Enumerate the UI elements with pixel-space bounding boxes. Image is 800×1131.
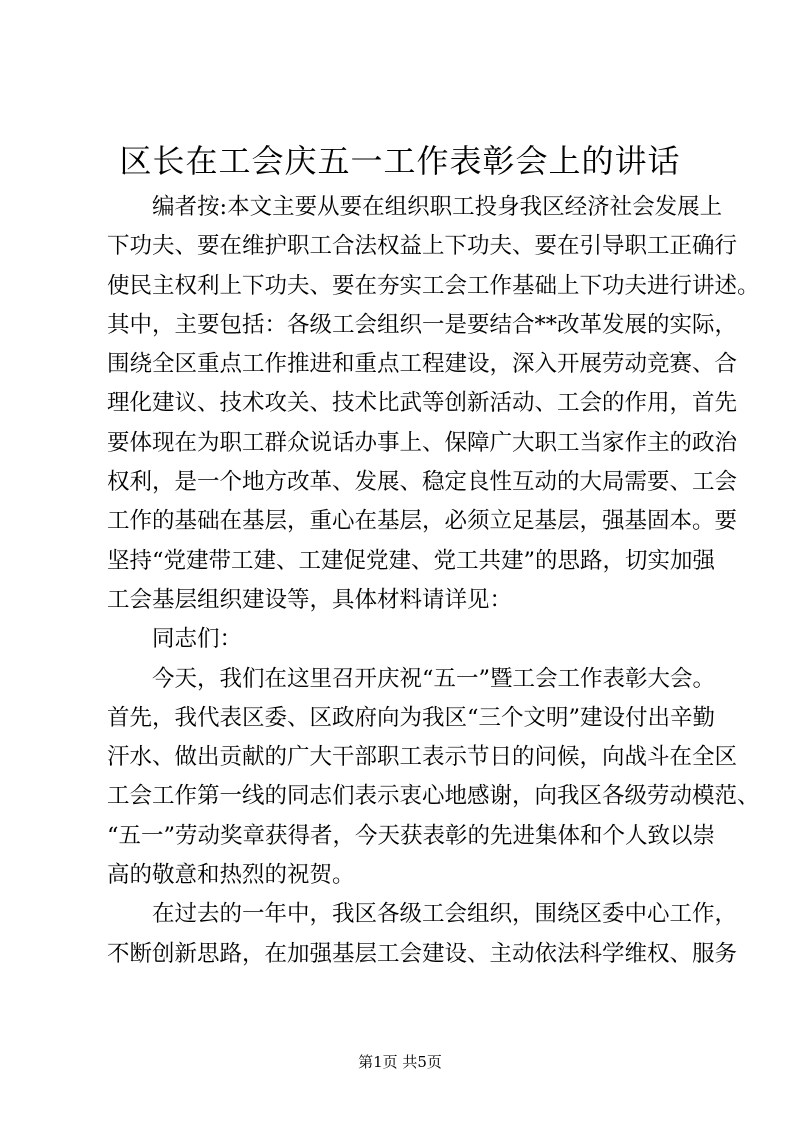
text-line: 围绕全区重点工作推进和重点工程建设，深入开展劳动竞赛、合	[107, 351, 738, 378]
text-line: 在过去的一年中，我区各级工会组织，围绕区委中心工作，	[152, 901, 738, 928]
text-line: 首先，我代表区委、区政府向为我区“三个文明”建设付出辛勤	[107, 704, 716, 731]
text-line: 高的敬意和热烈的祝贺。	[107, 862, 355, 889]
text-line: 理化建议、技术攻关、技术比武等创新活动、工会的作用，首先	[107, 390, 738, 417]
text-line: 工会工作第一线的同志们表示衷心地感谢，向我区各级劳动模范、	[107, 783, 760, 810]
text-line: 要体现在为职工群众说话办事上、保障广大职工当家作主的政治	[107, 429, 738, 456]
text-line: 工会基层组织建设等，具体材料请详见：	[107, 586, 513, 613]
text-line: 汗水、做出贡献的广大干部职工表示节日的问候，向战斗在全区	[107, 744, 738, 771]
text-line: 其中，主要包括：各级工会组织一是要结合**改革发展的实际，	[107, 311, 738, 338]
document-body	[107, 188, 760, 974]
text-line: 今天，我们在这里召开庆祝“五一”暨工会工作表彰大会。	[152, 665, 716, 692]
page-number: 第1页 共5页	[358, 1053, 442, 1071]
document-title: 区长在工会庆五一工作表彰会上的讲话	[119, 142, 681, 180]
text-line: 下功夫、要在维护职工合法权益上下功夫、要在引导职工正确行	[107, 233, 738, 260]
text-line: “五一”劳动奖章获得者，今天获表彰的先进集体和个人致以崇	[107, 822, 716, 849]
text-line: 工作的基础在基层，重心在基层，必须立足基层，强基固本。要	[107, 508, 738, 535]
text-line: 编者按:本文主要从要在组织职工投身我区经济社会发展上	[152, 194, 723, 220]
text-line: 坚持“党建带工建、工建促党建、党工共建”的思路，切实加强	[107, 547, 716, 574]
text-line: 使民主权利上下功夫、要在夯实工会工作基础上下功夫进行讲述。	[107, 272, 760, 299]
salutation: 同志们：	[152, 626, 243, 653]
text-line: 不断创新思路，在加强基层工会建设、主动依法科学维权、服务	[107, 940, 738, 967]
text-line: 权利，是一个地方改革、发展、稳定良性互动的大局需要、工会	[107, 469, 738, 496]
